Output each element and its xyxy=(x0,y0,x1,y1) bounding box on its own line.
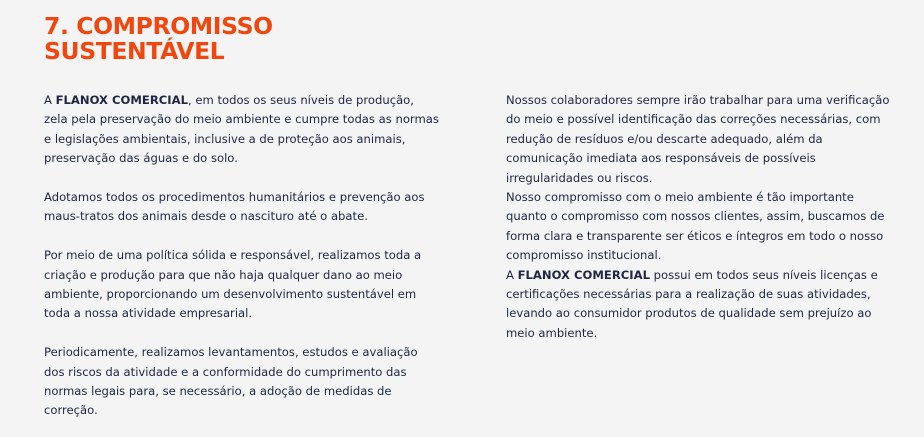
paragraph-prefix: A xyxy=(506,267,518,282)
paragraph-environmental-importance: Nosso compromisso com o meio ambiente é tão importante quanto o compromisso com nossos clientes, assim, buscamos de forma clara e transparente ser éticos e íntegros em todo o nosso compromisso institucional. xyxy=(506,190,885,263)
paragraph-animal-welfare: Adotamos todos os procedimentos humanitários e prevenção aos maus-tratos dos animais desde o nascituro até o abate. xyxy=(44,190,425,224)
paragraph-text: , em todos os seus níveis de produção, zela pela preservação do meio ambiente e cumpre todas as normas e legislações ambientais, inclusive a de proteção aos animais, preservação das águas e do solo. xyxy=(44,93,439,166)
paragraph-prefix: A xyxy=(44,93,56,107)
section-title xyxy=(44,14,404,64)
paragraph-risk-assessment: Periodicamente, realizamos levantamentos, estudos e avaliação dos riscos da atividade e a conformidade do cumprimento das normas legais para, se necessário, a adoção de medidas de correção. xyxy=(44,345,418,418)
left-column xyxy=(44,91,439,421)
section-title-line-1: 7. COMPROMISSO xyxy=(44,12,273,40)
paragraph-licenses xyxy=(506,266,896,344)
company-name: FLANOX COMERCIAL xyxy=(517,267,650,282)
paragraph-sustainable-production: Por meio de uma política sólida e responsável, realizamos toda a criação e produção para que não haja qualquer dano ao meio ambiente, proporcionando um desenvolvimento sustentável em toda a nossa atividade empresarial. xyxy=(44,248,422,321)
section-title-line-2: SUSTENTÁVEL xyxy=(44,37,225,65)
right-column xyxy=(506,91,896,343)
paragraph-commitment xyxy=(44,91,439,169)
paragraph-text: possui em todos seus níveis licenças e certificações necessárias para a realização de suas atividades, levando ao consumidor produtos de qualidade sem prejuízo ao meio ambiente. xyxy=(506,267,878,340)
company-name: FLANOX COMERCIAL xyxy=(55,93,188,107)
paragraph-collaborators: Nossos colaboradores sempre irão trabalhar para uma verificação do meio e possível identificação das correções necessárias, com redução de resíduos e/ou descarte adequado, além da comunicação imediata aos responsáveis de possíveis irregularidades ou riscos. xyxy=(506,93,890,185)
